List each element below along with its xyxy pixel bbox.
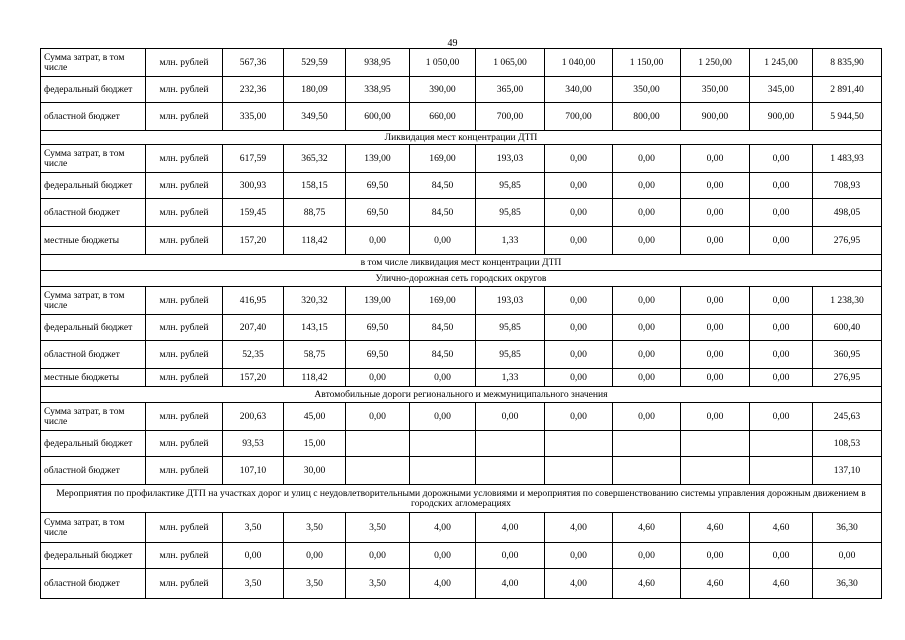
value-cell: 0,00 (545, 227, 613, 255)
total-cell: 276,95 (813, 227, 882, 255)
row-label: областной бюджет (41, 341, 146, 369)
value-cell: 0,00 (750, 227, 813, 255)
value-cell: 3,50 (346, 569, 410, 599)
value-cell: 390,00 (410, 77, 476, 103)
value-cell: 938,95 (346, 49, 410, 77)
value-cell: 3,50 (223, 569, 284, 599)
budget-table (40, 48, 882, 599)
section-title: Автомобильные дороги регионального и межмуниципального значения (41, 387, 882, 403)
value-cell: 69,50 (346, 315, 410, 341)
value-cell: 88,75 (284, 199, 346, 227)
value-cell: 350,00 (681, 77, 750, 103)
value-cell (545, 457, 613, 485)
unit-cell: млн. рублей (146, 227, 223, 255)
value-cell: 0,00 (750, 173, 813, 199)
value-cell: 84,50 (410, 173, 476, 199)
row-label: федеральный бюджет (41, 315, 146, 341)
value-cell: 143,15 (284, 315, 346, 341)
table-row (41, 287, 882, 315)
value-cell: 0,00 (613, 543, 681, 569)
total-cell: 5 944,50 (813, 103, 882, 131)
value-cell: 4,60 (750, 569, 813, 599)
value-cell: 3,50 (223, 513, 284, 543)
value-cell: 169,00 (410, 145, 476, 173)
value-cell: 95,85 (476, 173, 545, 199)
value-cell: 1,33 (476, 227, 545, 255)
value-cell: 0,00 (681, 173, 750, 199)
value-cell: 0,00 (545, 543, 613, 569)
unit-cell: млн. рублей (146, 403, 223, 431)
table-row (41, 513, 882, 543)
value-cell: 416,95 (223, 287, 284, 315)
value-cell: 0,00 (750, 145, 813, 173)
value-cell: 335,00 (223, 103, 284, 131)
value-cell: 0,00 (545, 145, 613, 173)
row-label: областной бюджет (41, 199, 146, 227)
value-cell: 0,00 (613, 287, 681, 315)
unit-cell: млн. рублей (146, 341, 223, 369)
value-cell: 4,00 (410, 513, 476, 543)
value-cell: 15,00 (284, 431, 346, 457)
value-cell: 107,10 (223, 457, 284, 485)
value-cell: 0,00 (346, 227, 410, 255)
table-row (41, 199, 882, 227)
value-cell: 4,00 (476, 513, 545, 543)
table-row (41, 315, 882, 341)
value-cell: 0,00 (545, 369, 613, 387)
value-cell: 0,00 (346, 543, 410, 569)
value-cell: 193,03 (476, 145, 545, 173)
value-cell: 900,00 (681, 103, 750, 131)
value-cell: 0,00 (545, 287, 613, 315)
value-cell: 95,85 (476, 199, 545, 227)
row-label: Сумма затрат, в том числе (41, 145, 146, 173)
value-cell (476, 457, 545, 485)
value-cell: 349,50 (284, 103, 346, 131)
value-cell: 0,00 (545, 199, 613, 227)
value-cell: 0,00 (681, 341, 750, 369)
table-row (41, 103, 882, 131)
value-cell: 0,00 (750, 369, 813, 387)
unit-cell: млн. рублей (146, 287, 223, 315)
table-row (41, 431, 882, 457)
value-cell: 193,03 (476, 287, 545, 315)
unit-cell: млн. рублей (146, 173, 223, 199)
total-cell: 600,40 (813, 315, 882, 341)
value-cell: 800,00 (613, 103, 681, 131)
table-row (41, 49, 882, 77)
row-label: областной бюджет (41, 457, 146, 485)
value-cell: 0,00 (545, 315, 613, 341)
unit-cell: млн. рублей (146, 457, 223, 485)
total-cell: 0,00 (813, 543, 882, 569)
total-cell: 245,63 (813, 403, 882, 431)
value-cell: 95,85 (476, 315, 545, 341)
value-cell: 0,00 (613, 199, 681, 227)
section-title: Мероприятия по профилактике ДТП на участках дорог и улиц с неудовлетворительными дорожными условиями и мероприятия по совершенствованию системы управления дорожным движением в городских агломерациях (41, 485, 882, 513)
value-cell: 0,00 (750, 287, 813, 315)
value-cell: 4,60 (613, 513, 681, 543)
value-cell: 180,09 (284, 77, 346, 103)
value-cell: 345,00 (750, 77, 813, 103)
value-cell: 1 150,00 (613, 49, 681, 77)
value-cell (476, 431, 545, 457)
unit-cell: млн. рублей (146, 199, 223, 227)
value-cell: 4,00 (545, 569, 613, 599)
row-label: федеральный бюджет (41, 173, 146, 199)
value-cell: 207,40 (223, 315, 284, 341)
total-cell: 108,53 (813, 431, 882, 457)
value-cell: 95,85 (476, 341, 545, 369)
value-cell (750, 457, 813, 485)
value-cell (750, 431, 813, 457)
total-cell: 2 891,40 (813, 77, 882, 103)
value-cell: 0,00 (681, 199, 750, 227)
value-cell: 157,20 (223, 369, 284, 387)
table-row (41, 341, 882, 369)
total-cell: 708,93 (813, 173, 882, 199)
row-label: местные бюджеты (41, 369, 146, 387)
value-cell: 700,00 (545, 103, 613, 131)
unit-cell: млн. рублей (146, 103, 223, 131)
row-label: областной бюджет (41, 569, 146, 599)
value-cell: 320,32 (284, 287, 346, 315)
value-cell: 0,00 (476, 543, 545, 569)
value-cell: 84,50 (410, 341, 476, 369)
unit-cell: млн. рублей (146, 49, 223, 77)
row-label: местные бюджеты (41, 227, 146, 255)
value-cell: 0,00 (750, 543, 813, 569)
value-cell: 158,15 (284, 173, 346, 199)
value-cell (545, 431, 613, 457)
value-cell: 3,50 (346, 513, 410, 543)
table-row (41, 457, 882, 485)
value-cell: 69,50 (346, 199, 410, 227)
value-cell (346, 431, 410, 457)
value-cell: 1,33 (476, 369, 545, 387)
value-cell: 0,00 (410, 543, 476, 569)
value-cell: 4,00 (545, 513, 613, 543)
value-cell: 69,50 (346, 173, 410, 199)
unit-cell: млн. рублей (146, 369, 223, 387)
value-cell: 300,93 (223, 173, 284, 199)
section-header-row (41, 255, 882, 271)
value-cell: 0,00 (346, 403, 410, 431)
value-cell: 45,00 (284, 403, 346, 431)
unit-cell: млн. рублей (146, 569, 223, 599)
page-number: 49 (447, 38, 458, 49)
value-cell: 0,00 (346, 369, 410, 387)
table-row (41, 227, 882, 255)
unit-cell: млн. рублей (146, 315, 223, 341)
value-cell: 30,00 (284, 457, 346, 485)
value-cell: 0,00 (681, 543, 750, 569)
value-cell: 118,42 (284, 227, 346, 255)
value-cell: 169,00 (410, 287, 476, 315)
value-cell (613, 431, 681, 457)
value-cell: 4,00 (410, 569, 476, 599)
total-cell: 8 835,90 (813, 49, 882, 77)
value-cell: 0,00 (284, 543, 346, 569)
value-cell: 0,00 (613, 403, 681, 431)
value-cell: 84,50 (410, 315, 476, 341)
value-cell: 0,00 (750, 199, 813, 227)
value-cell: 365,32 (284, 145, 346, 173)
row-label: федеральный бюджет (41, 77, 146, 103)
value-cell (613, 457, 681, 485)
value-cell: 338,95 (346, 77, 410, 103)
table-row (41, 403, 882, 431)
value-cell: 139,00 (346, 145, 410, 173)
value-cell: 0,00 (223, 543, 284, 569)
value-cell: 0,00 (476, 403, 545, 431)
row-label: Сумма затрат, в том числе (41, 403, 146, 431)
value-cell: 0,00 (613, 369, 681, 387)
row-label: Сумма затрат, в том числе (41, 49, 146, 77)
value-cell: 4,60 (750, 513, 813, 543)
section-header-row (41, 131, 882, 145)
value-cell: 0,00 (410, 403, 476, 431)
value-cell: 600,00 (346, 103, 410, 131)
value-cell: 0,00 (613, 145, 681, 173)
total-cell: 137,10 (813, 457, 882, 485)
value-cell: 617,59 (223, 145, 284, 173)
section-header-row (41, 387, 882, 403)
value-cell: 69,50 (346, 341, 410, 369)
value-cell (681, 431, 750, 457)
value-cell: 0,00 (681, 287, 750, 315)
table-row (41, 369, 882, 387)
value-cell: 0,00 (545, 403, 613, 431)
unit-cell: млн. рублей (146, 431, 223, 457)
value-cell (410, 457, 476, 485)
row-label: Сумма затрат, в том числе (41, 513, 146, 543)
value-cell: 0,00 (750, 341, 813, 369)
value-cell: 139,00 (346, 287, 410, 315)
value-cell: 157,20 (223, 227, 284, 255)
value-cell: 93,53 (223, 431, 284, 457)
value-cell: 0,00 (545, 173, 613, 199)
value-cell: 159,45 (223, 199, 284, 227)
table-row (41, 543, 882, 569)
unit-cell: млн. рублей (146, 543, 223, 569)
value-cell: 0,00 (545, 341, 613, 369)
value-cell: 4,00 (476, 569, 545, 599)
row-label: областной бюджет (41, 103, 146, 131)
total-cell: 36,30 (813, 569, 882, 599)
unit-cell: млн. рублей (146, 145, 223, 173)
value-cell: 1 065,00 (476, 49, 545, 77)
value-cell: 0,00 (681, 315, 750, 341)
value-cell: 52,35 (223, 341, 284, 369)
unit-cell: млн. рублей (146, 513, 223, 543)
value-cell: 0,00 (410, 227, 476, 255)
value-cell: 3,50 (284, 513, 346, 543)
value-cell: 0,00 (681, 369, 750, 387)
section-title: в том числе ликвидация мест концентрации ДТП (41, 255, 882, 271)
value-cell: 200,63 (223, 403, 284, 431)
section-header-row (41, 485, 882, 513)
value-cell: 4,60 (681, 569, 750, 599)
value-cell: 365,00 (476, 77, 545, 103)
value-cell: 4,60 (681, 513, 750, 543)
value-cell: 0,00 (410, 369, 476, 387)
value-cell: 900,00 (750, 103, 813, 131)
value-cell: 3,50 (284, 569, 346, 599)
table-row (41, 569, 882, 599)
value-cell: 58,75 (284, 341, 346, 369)
value-cell (410, 431, 476, 457)
table-row (41, 145, 882, 173)
total-cell: 1 483,93 (813, 145, 882, 173)
value-cell: 529,59 (284, 49, 346, 77)
value-cell: 0,00 (613, 227, 681, 255)
value-cell: 1 040,00 (545, 49, 613, 77)
row-label: федеральный бюджет (41, 543, 146, 569)
row-label: Сумма затрат, в том числе (41, 287, 146, 315)
value-cell: 350,00 (613, 77, 681, 103)
value-cell (681, 457, 750, 485)
value-cell: 0,00 (681, 227, 750, 255)
value-cell (346, 457, 410, 485)
unit-cell: млн. рублей (146, 77, 223, 103)
value-cell: 84,50 (410, 199, 476, 227)
row-label: федеральный бюджет (41, 431, 146, 457)
section-header-row (41, 271, 882, 287)
value-cell: 1 050,00 (410, 49, 476, 77)
value-cell: 0,00 (750, 403, 813, 431)
section-title: Ликвидация мест концентрации ДТП (41, 131, 882, 145)
value-cell: 0,00 (681, 403, 750, 431)
value-cell: 0,00 (681, 145, 750, 173)
value-cell: 0,00 (750, 315, 813, 341)
value-cell: 1 245,00 (750, 49, 813, 77)
value-cell: 0,00 (613, 315, 681, 341)
total-cell: 498,05 (813, 199, 882, 227)
table-row (41, 77, 882, 103)
value-cell: 0,00 (613, 341, 681, 369)
value-cell: 567,36 (223, 49, 284, 77)
total-cell: 360,95 (813, 341, 882, 369)
value-cell: 4,60 (613, 569, 681, 599)
total-cell: 1 238,30 (813, 287, 882, 315)
value-cell: 232,36 (223, 77, 284, 103)
value-cell: 340,00 (545, 77, 613, 103)
value-cell: 700,00 (476, 103, 545, 131)
total-cell: 276,95 (813, 369, 882, 387)
value-cell: 660,00 (410, 103, 476, 131)
table-row (41, 173, 882, 199)
value-cell: 1 250,00 (681, 49, 750, 77)
total-cell: 36,30 (813, 513, 882, 543)
value-cell: 118,42 (284, 369, 346, 387)
value-cell: 0,00 (613, 173, 681, 199)
section-title: Улично-дорожная сеть городских округов (41, 271, 882, 287)
